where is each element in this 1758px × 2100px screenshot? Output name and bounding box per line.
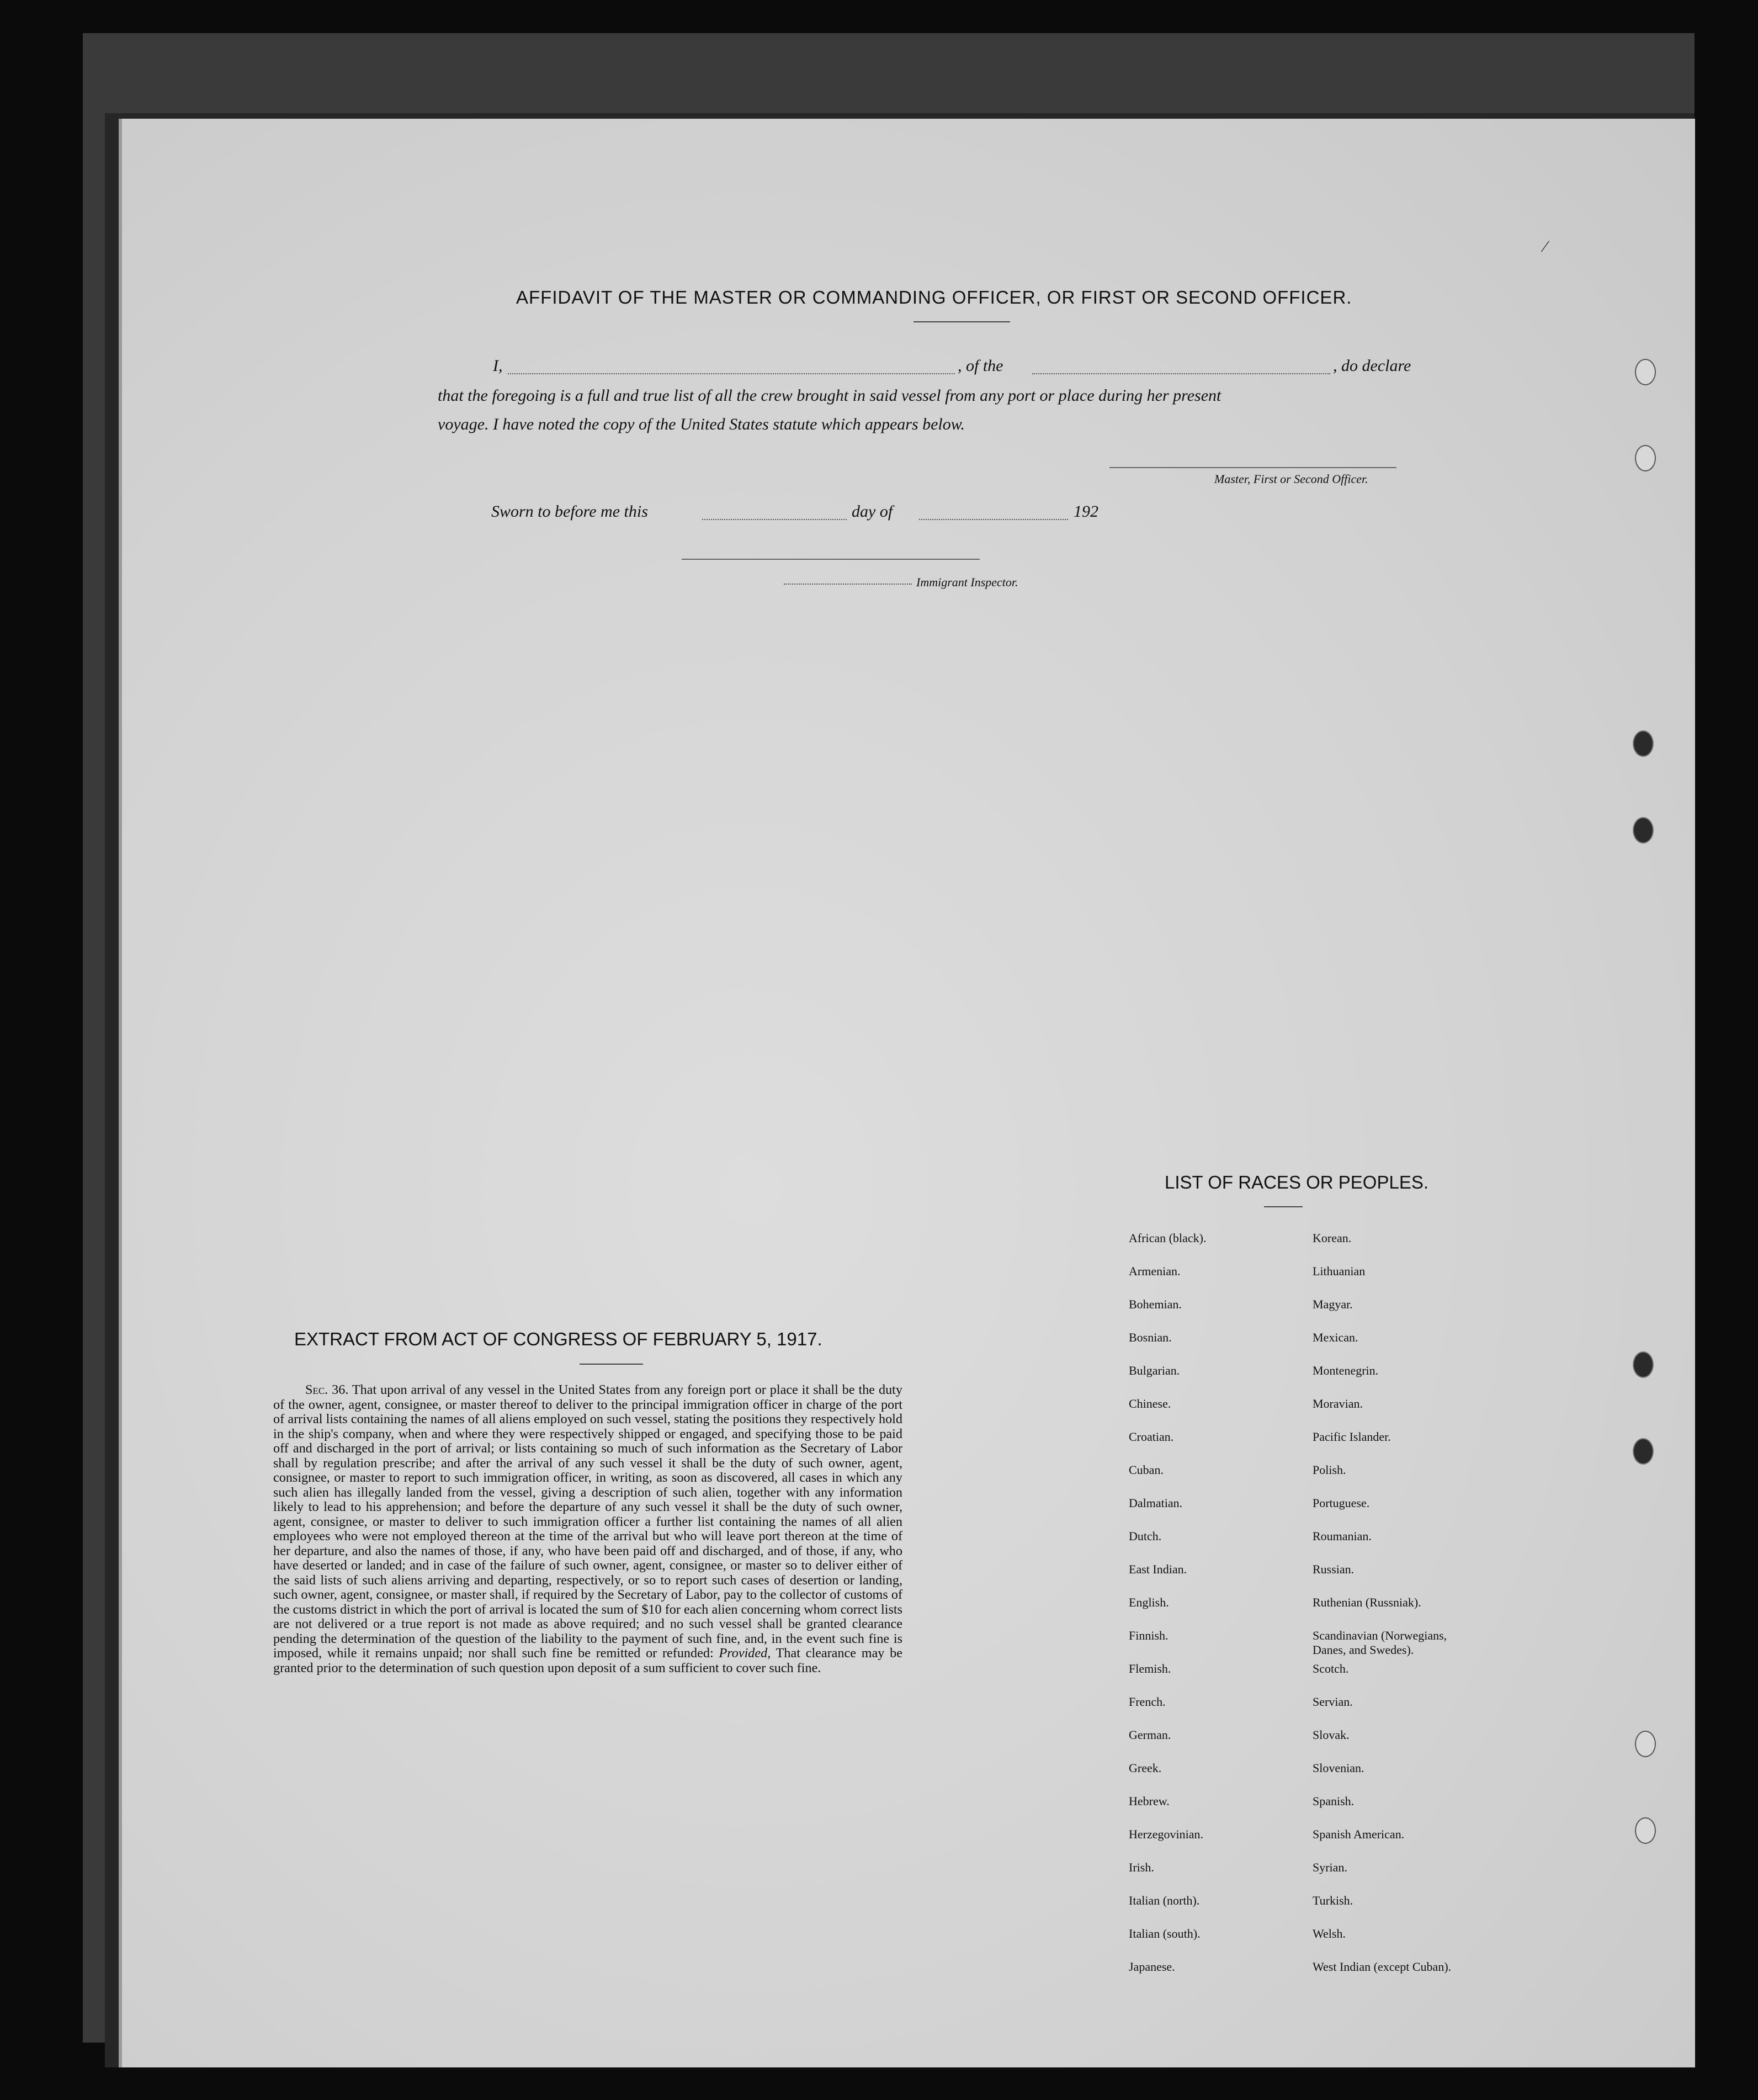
right-race-item: Slovenian. [1313,1761,1364,1775]
right-race-item: Polish. [1313,1463,1346,1477]
left-race-item: Finnish. [1129,1629,1169,1642]
left-race-item: Bulgarian. [1129,1364,1180,1377]
extract-title: EXTRACT FROM ACT OF CONGRESS OF FEBRUARY 5, 1917. [294,1329,822,1349]
races-left-column [1129,1231,1206,1993]
inspector-signature-line[interactable] [682,559,980,560]
left-race-item: Greek. [1129,1761,1162,1775]
left-race-item: Dutch. [1129,1529,1162,1543]
affidavit-line1-mid: , of the [958,357,1003,375]
right-race-item: Spanish. [1313,1794,1355,1808]
punch-hole [1635,1817,1656,1844]
left-race-item: Hebrew. [1129,1794,1170,1808]
title-underline [913,321,1010,322]
right-race-item: Spanish American. [1313,1827,1405,1841]
affidavit-line2: that the foregoing is a full and true list of all the crew brought in said vessel from any port or place during her present [438,386,1221,405]
inspector-label: Immigrant Inspector. [916,575,1018,589]
races-right-column [1313,1231,1495,1993]
sworn-day-field[interactable] [702,519,847,520]
affidavit-line1-prefix: I, [493,357,503,375]
punch-hole [1633,817,1654,844]
left-race-item: Italian (south). [1129,1927,1201,1940]
left-race-item: Croatian. [1129,1430,1174,1444]
right-race-item: Montenegrin. [1313,1364,1379,1377]
left-race-item: Bohemian. [1129,1297,1182,1311]
left-race-item: Japanese. [1129,1960,1175,1974]
left-race-item: Irish. [1129,1860,1154,1874]
signature-label: Master, First or Second Officer. [1214,472,1368,486]
statute-paragraph [273,1383,902,1675]
left-race-item: English. [1129,1595,1169,1609]
sworn-month-field[interactable] [919,519,1068,520]
right-race-item: Syrian. [1313,1860,1347,1874]
left-race-item: German. [1129,1728,1171,1742]
left-race-item: Herzegovinian. [1129,1827,1203,1841]
punch-hole [1633,730,1654,757]
right-race-item: Roumanian. [1313,1529,1372,1543]
right-race-item: Pacific Islander. [1313,1430,1391,1444]
right-race-item: Lithuanian [1313,1264,1366,1278]
right-race-item: Portuguese. [1313,1496,1370,1510]
left-race-item: African (black). [1129,1231,1207,1245]
sworn-mid: day of [852,502,893,521]
punch-hole [1635,359,1656,385]
left-race-item: Dalmatian. [1129,1496,1183,1510]
left-race-item: Cuban. [1129,1463,1164,1477]
punch-hole [1635,445,1656,471]
races-title: LIST OF RACES OR PEOPLES. [1165,1172,1429,1192]
sworn-prefix: Sworn to before me this [491,502,648,521]
right-race-item: West Indian (except Cuban). [1313,1960,1452,1974]
left-race-item: Italian (north). [1129,1894,1200,1907]
section-label: Sec. 36. [305,1382,349,1397]
left-race-item: East Indian. [1129,1562,1187,1576]
punch-hole [1635,1731,1656,1757]
vessel-name-field[interactable] [1032,373,1330,374]
left-race-item: Chinese. [1129,1397,1171,1410]
left-race-item: French. [1129,1695,1166,1709]
right-race-item: Russian. [1313,1562,1355,1576]
right-race-item: Magyar. [1313,1297,1353,1311]
races-title-underline [1264,1206,1303,1207]
affidavit-line3: voyage. I have noted the copy of the United States statute which appears below. [438,415,965,433]
left-race-item: Armenian. [1129,1264,1181,1278]
provided-word: Provided, [719,1646,771,1661]
right-race-item: Scotch. [1313,1662,1349,1675]
master-name-field[interactable] [508,373,955,374]
ink-mark: ⁄ [1544,237,1547,256]
right-race-item: Mexican. [1313,1330,1358,1344]
right-race-item: Korean. [1313,1231,1352,1245]
affidavit-title: AFFIDAVIT OF THE MASTER OR COMMANDING OFFICER, OR FIRST OR SECOND OFFICER. [516,287,1352,307]
statute-text-end: That clearance may be granted prior to the determination of such question upon deposit of a sum sufficient to cover such fine. [273,1646,902,1675]
left-race-item: Bosnian. [1129,1330,1172,1344]
right-race-item: Welsh. [1313,1927,1346,1940]
extract-title-underline [580,1364,643,1365]
right-race-item: Slovak. [1313,1728,1350,1742]
right-race-item: Turkish. [1313,1894,1353,1907]
left-race-item: Flemish. [1129,1662,1171,1675]
signature-line[interactable] [1109,467,1396,468]
right-race-item: Moravian. [1313,1397,1363,1410]
right-race-item: Scandinavian (Norwegians, Danes, and Swedes). [1313,1629,1447,1657]
punch-hole [1633,1351,1654,1378]
right-race-item: Ruthenian (Russniak). [1313,1595,1421,1609]
sworn-year: 192 [1074,502,1098,521]
statute-text-main: That upon arrival of any vessel in the United States from any foreign port or place it shall be the duty of the owner, agent, consignee, or master thereof to deliver to the principal immigration officer in charge of the port of arrival lists containing the names of all aliens employed on such vessel, stating the positions they respectively hold in the ship's company, when and where they were respectively shipped or engaged, and specifying those to be paid off and discharged in the port of arrival; or lists containing so much of such information as the Secretary of Labor shall by regulation prescribe; and after the arrival of any such vessel it shall be the duty of such owner, agent, consignee, or master to report to such immigration officer, in writing, as soon as discovered, all cases in which any such alien has illegally landed from the vessel, giving a description of such alien, together with any information likely to lead to his apprehension; and before the departure of any such vessel it shall be the duty of such owner, agent, consignee, or master to deliver to such immigration officer a further list containing the names of all alien employees who were not employed thereon at the time of the arrival but who will leave port thereon at the time of her departure, and also the names of those, if any, who have been paid off and discharged, and of those, if any, who have deserted or landed; and in case of the failure of such owner, agent, consignee, or master so to deliver either of the said lists of such aliens arriving and departing, respectively, or so to report such cases of desertion or landing, such owner, agent, consignee, or master shall, if required by the Secretary of Labor, pay to the collector of customs of the customs district in which the port of arrival is located the sum of $10 for each alien concerning whom correct lists are not delivered or a true report is not made as above required; and no such vessel shall be granted clearance pending the determination of the question of the liability to the payment of such fine, and, in the event such fine is imposed, while it remains unpaid; nor shall such fine be remitted or refunded: [273,1382,902,1661]
inspector-dotted-line [784,584,912,585]
affidavit-line1-suffix: , do declare [1333,357,1411,375]
punch-hole [1633,1438,1654,1465]
right-race-item: Servian. [1313,1695,1353,1709]
